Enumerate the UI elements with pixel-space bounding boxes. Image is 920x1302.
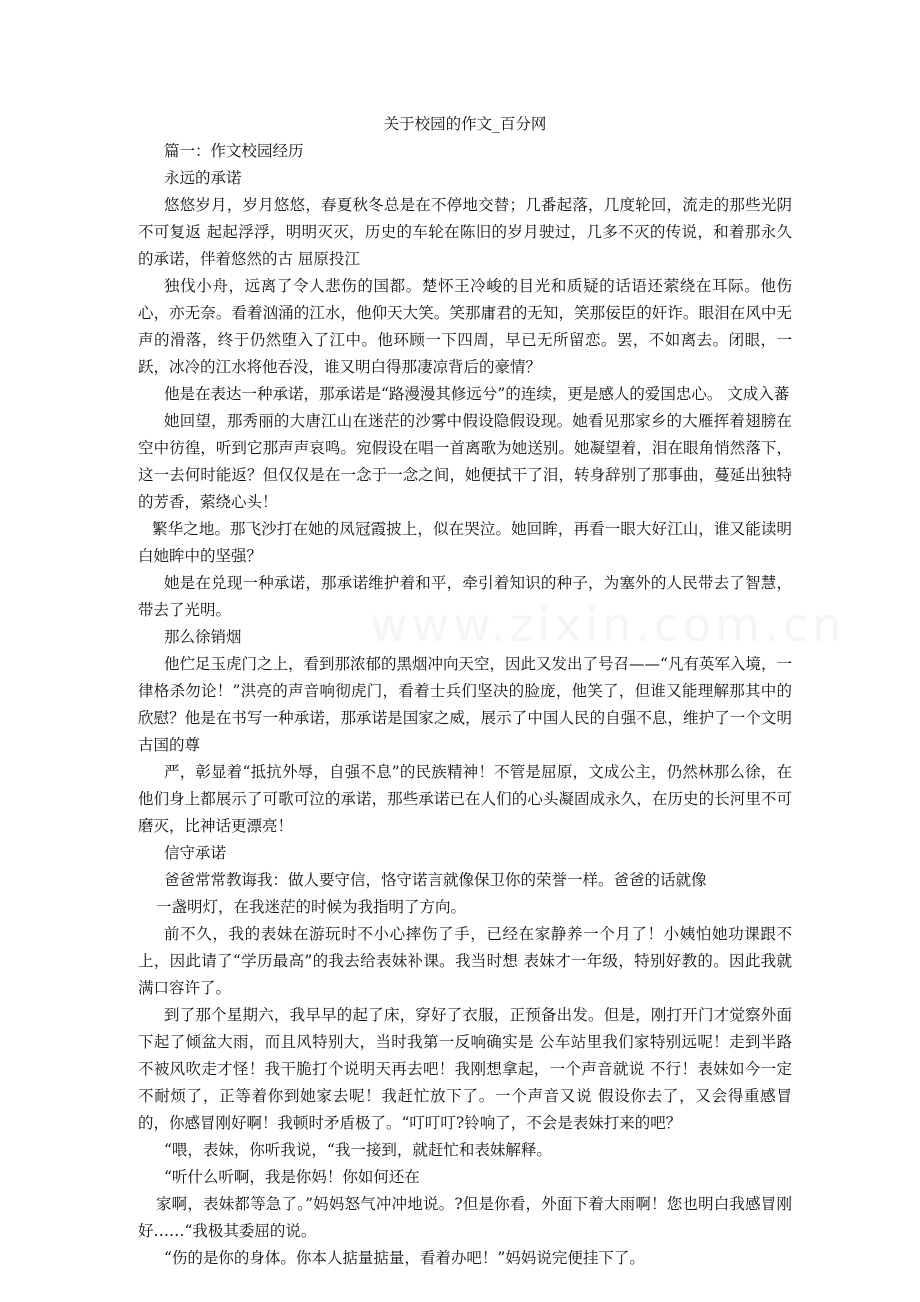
paragraph: 繁华之地。那飞沙打在她的凤冠霞披上，似在哭泣。她回眸，再看一眼大好江山，谁又能读明白她眸中的坚强？ — [138, 520, 792, 565]
paragraph: 严，彰显着“抵抗外辱，自强不息”的民族精神！不管是屈原，文成公主，仍然林那么徐，在他们身上都展示了可歌可泣的承诺，那些承诺已在人们的心头凝固成永久，在历史的长河里不可磨灭，比神话更漂亮！ — [138, 763, 792, 835]
document-page — [138, 110, 792, 1272]
subsection-heading: 那么徐销烟 — [164, 628, 242, 646]
section-heading: 篇一：作文校园经历 — [164, 142, 304, 160]
paragraph: “喂，表妹，你听我说，“我一接到，就赶忙和表妹解释。 — [164, 1141, 552, 1159]
watermark-text: www.zixin.com.cn — [370, 598, 846, 652]
paragraph: “伤的是你的身体。你本人掂量掂量，看着办吧！”妈妈说完便挂下了。 — [164, 1249, 645, 1267]
paragraph: 她是在兑现一种承诺，那承诺维护着和平，牵引着知识的种子，为塞外的人民带去了智慧，带去了光明。 — [138, 574, 792, 619]
paragraph: 独伐小舟，远离了令人悲伤的国都。楚怀王冷峻的目光和质疑的话语还萦绕在耳际。他伤心，亦无奈。看着汹涌的江水，他仰天大笑。笑那庸君的无知，笑那佞臣的奸诈。眼泪在风中无声的滑落，终于仍然堕入了江中。他环顾一下四周，早已无所留恋。罢，不如离去。闭眼，一跃，冰冷的江水将他吞没，谁又明白得那凄凉背后的豪情？ — [138, 277, 792, 376]
essay-title: 永远的承诺 — [164, 169, 242, 187]
paragraph: 他伫足玉虎门之上，看到那浓郁的黑烟冲向天空，因此又发出了号召——“凡有英军入境，一律格杀勿论！”洪亮的声音响彻虎门，看着士兵们坚决的脸庞，他笑了，但谁又能理解那其中的欣慰？他是在书写一种承诺，那承诺是国家之威，展示了中国人民的自强不息，维护了一个文明古国的尊 — [138, 655, 792, 754]
paragraph: 前不久，我的表妹在游玩时不小心摔伤了手，已经在家静养一个月了！小姨怕她功课跟不上，因此请了“学历最高”的我去给表妹补课。我当时想 表妹才一年级，特别好教的。因此我就满口容许了。 — [138, 925, 792, 997]
paragraph: 她回望，那秀丽的大唐江山在迷茫的沙雾中假设隐假设现。她看见那家乡的大雁挥着翅膀在空中彷徨，听到它那声声哀鸣。宛假设在唱一首离歌为她送别。她凝望着，泪在眼角悄然落下，这一去何时能返？但仅仅是在一念于一念之间，她便拭干了泪，转身辞别了那事曲，蔓延出独特的芳香，萦绕心头！ — [138, 412, 792, 511]
paragraph: 悠悠岁月，岁月悠悠，春夏秋冬总是在不停地交替；几番起落，几度轮回，流走的那些光阴不可复返 起起浮浮，明明灭灭，历史的车轮在陈旧的岁月驶过，几多不灭的传说，和着那永久的承诺，伴着悠然的古 屈原投江 — [138, 196, 792, 268]
essay-title: 信守承诺 — [164, 844, 227, 862]
paragraph: 一盏明灯，在我迷茫的时候为我指明了方向。 — [156, 898, 467, 916]
paragraph: 爸爸常常教诲我：做人要守信，恪守诺言就像保卫你的荣誉一样。爸爸的话就像 — [164, 871, 707, 889]
paragraph: 他是在表达一种承诺，那承诺是“路漫漫其修远兮”的连续，更是感人的爱国忠心。 文成入蕃 — [164, 385, 790, 403]
page-title: 关于校园的作文_百分网 — [383, 115, 547, 133]
paragraph: “听什么听啊，我是你妈！你如何还在 — [164, 1168, 420, 1186]
paragraph: 到了那个星期六，我早早的起了床，穿好了衣服，正预备出发。但是，刚打开门才觉察外面下起了倾盆大雨，而且风特别大，当时我第一反响确实是 公车站里我们家特别远呢！走到半路不被风吹走才怪！我干脆打个说明天再去吧！我刚想拿起，一个声音就说 不行！表妹如今一定不耐烦了，正等着你到她家去呢！我赶忙放下了。一个声音又说 假设你去了，又会得重感冒的，你感冒刚好啊！我顿时矛盾极了。“叮叮叮?铃响了，不会是表妹打来的吧？ — [138, 1006, 792, 1132]
paragraph: 家啊，表妹都等急了。”妈妈怒气冲冲地说。?但是你看，外面下着大雨啊！您也明白我感冒刚好……“我极其委屈的说。 — [138, 1195, 792, 1240]
